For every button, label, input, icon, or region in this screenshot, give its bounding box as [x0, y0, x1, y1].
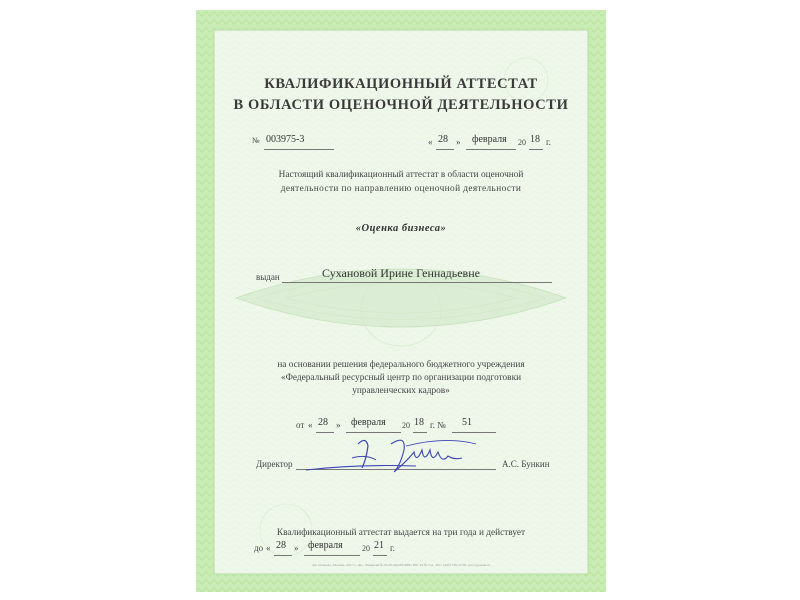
date-year-suffix: 18 — [530, 134, 540, 145]
decision-year-suffix: 18 — [414, 417, 424, 428]
date-year-prefix: 20 — [518, 138, 526, 147]
basis-line-3: управленческих кадров» — [352, 386, 450, 396]
certificate — [196, 10, 606, 592]
decision-day: 28 — [318, 417, 328, 428]
issued-label: выдан — [256, 272, 280, 282]
date-year-unit: г. — [546, 137, 551, 147]
title-line-1: КВАЛИФИКАЦИОННЫЙ АТТЕСТАТ — [264, 76, 538, 92]
until-year-suffix: 21 — [374, 540, 384, 551]
holder-name: Сухановой Ирине Геннадьевне — [322, 266, 480, 280]
date-open-quote: « — [428, 137, 433, 147]
director-name: А.С. Бункин — [502, 459, 550, 469]
until-day: 28 — [276, 540, 286, 551]
decision-year-prefix: 20 — [402, 421, 410, 430]
basis-line-2: «Федеральный ресурсный центр по организации подготовки — [280, 373, 522, 383]
intro-line-2: деятельности по направлению оценочной деятельности — [280, 184, 522, 194]
date-month: февраля — [472, 134, 507, 145]
until-year-unit: г. — [390, 543, 395, 553]
direction: «Оценка бизнеса» — [355, 223, 447, 234]
decision-month: февраля — [351, 417, 386, 428]
until-close-quote: » — [294, 543, 299, 553]
director-signature — [296, 430, 486, 485]
until-year-prefix: 20 — [362, 544, 370, 553]
title-line-2: В ОБЛАСТИ ОЦЕНОЧНОЙ ДЕЯТЕЛЬНОСТИ — [233, 97, 569, 113]
until-month: февраля — [308, 540, 343, 551]
director-label: Директор — [256, 459, 293, 469]
date-close-quote: » — [456, 137, 461, 147]
number-label: № — [252, 136, 260, 145]
date-day: 28 — [438, 134, 448, 145]
until-open-quote: « — [266, 543, 271, 553]
printer-note: АО «Гознак», Москва, 2017 г., «Б». Лицензия № 05-05-09/003 ФНС РФ. ТЗ № 741. Тел.: (495) 728-47-00. www.goznak.ru — [311, 563, 491, 567]
decision-from-label: от — [296, 420, 305, 430]
validity-line: Квалификационный аттестат выдается на три года и действует — [276, 528, 526, 538]
intro-line-1: Настоящий квалификационный аттестат в области оценочной — [278, 170, 524, 180]
basis-line-1: на основании решения федерального бюджетного учреждения — [277, 360, 525, 370]
decision-number: 51 — [462, 417, 472, 428]
until-label: до — [254, 543, 264, 553]
decision-close-quote: » — [336, 420, 341, 430]
decision-open-quote: « — [308, 420, 313, 430]
decision-year-unit: г. № — [430, 420, 446, 430]
certificate-number: 003975-3 — [266, 134, 305, 145]
